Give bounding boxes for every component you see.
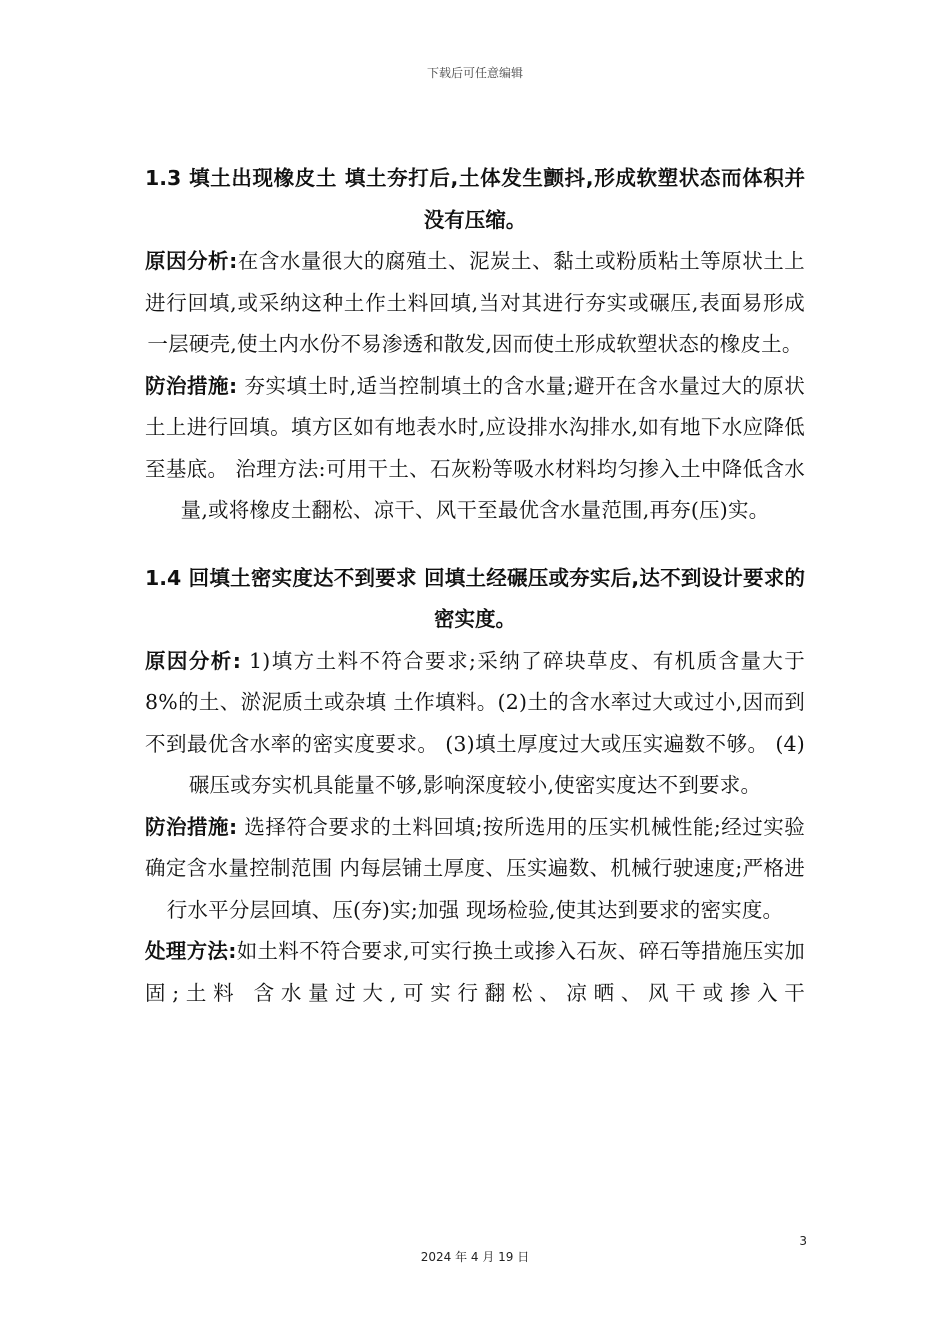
prevention-text: 夯实填土时,适当控制填土的含水量;避开在含水量过大的原状土上进行回填。填方区如有地表水时,应设排水沟排水,如有地下水应降低至基底。 治理方法:可用干土、石灰粉等吸水材料均匀掺入土中降低含水量,或将橡皮土翻松、凉干、风干至最优含水量范围,再夯(压)实。 — [145, 373, 805, 522]
cause-analysis-paragraph — [145, 641, 805, 807]
cause-analysis-paragraph — [145, 241, 805, 366]
section-heading: 1.3 填土出现橡皮土 填土夯打后,土体发生颤抖,形成软塑状态而体积并没有压缩。 — [145, 166, 805, 232]
treatment-paragraph — [145, 931, 805, 1014]
section-1-4 — [145, 558, 805, 1015]
cause-analysis-text: 1)填方土料不符合要求;采纳了碎块草皮、有机质含量大于 8%的土、淤泥质土或杂填 土作填料。(2)土的含水率过大或过小,因而到不到最优含水率的密实度要求。 (3)填土厚度过大或压实遍数不够。 (4)碾压或夯实机具能量不够,影响深度较小,使密实度达不到要求。 — [145, 648, 806, 797]
prevention-label: 防治措施: — [145, 373, 238, 398]
cause-analysis-label: 原因分析: — [145, 249, 238, 273]
page-number: 3 — [799, 1234, 807, 1248]
page-header-note: 下载后可任意编辑 — [426, 66, 523, 80]
section-1-3 — [145, 158, 805, 532]
treatment-label: 处理方法: — [145, 939, 237, 963]
section-spacer — [145, 532, 805, 558]
treatment-text: 如土料不符合要求,可实行换土或掺入石灰、碎石等措施压实加固;土料 含水量过大,可实行翻松、凉晒、风干或掺入干 — [145, 939, 805, 1005]
page-footer-date: 2024 年 4 月 19 日 — [420, 1250, 530, 1264]
prevention-paragraph — [145, 807, 805, 932]
cause-analysis-label: 原因分析: — [145, 648, 242, 673]
prevention-text: 选择符合要求的土料回填;按所选用的压实机械性能;经过实验确定含水量控制范围 内每层铺土厚度、压实遍数、机械行驶速度;严格进行水平分层回填、压(夯)实;加强 现场检验,使其达到要求的密实度。 — [145, 814, 805, 922]
document-body — [145, 158, 805, 1014]
cause-analysis-text: 在含水量很大的腐殖土、泥炭土、黏土或粉质粘土等原状土上进行回填,或采纳这种土作土料回填,当对其进行夯实或碾压,表面易形成一层硬壳,使土内水份不易渗透和散发,因而使土形成软塑状态的橡皮土。 — [145, 249, 805, 356]
prevention-paragraph — [145, 366, 805, 532]
prevention-label: 防治措施: — [145, 814, 238, 839]
section-heading: 1.4 回填土密实度达不到要求 回填土经碾压或夯实后,达不到设计要求的密实度。 — [145, 565, 805, 631]
